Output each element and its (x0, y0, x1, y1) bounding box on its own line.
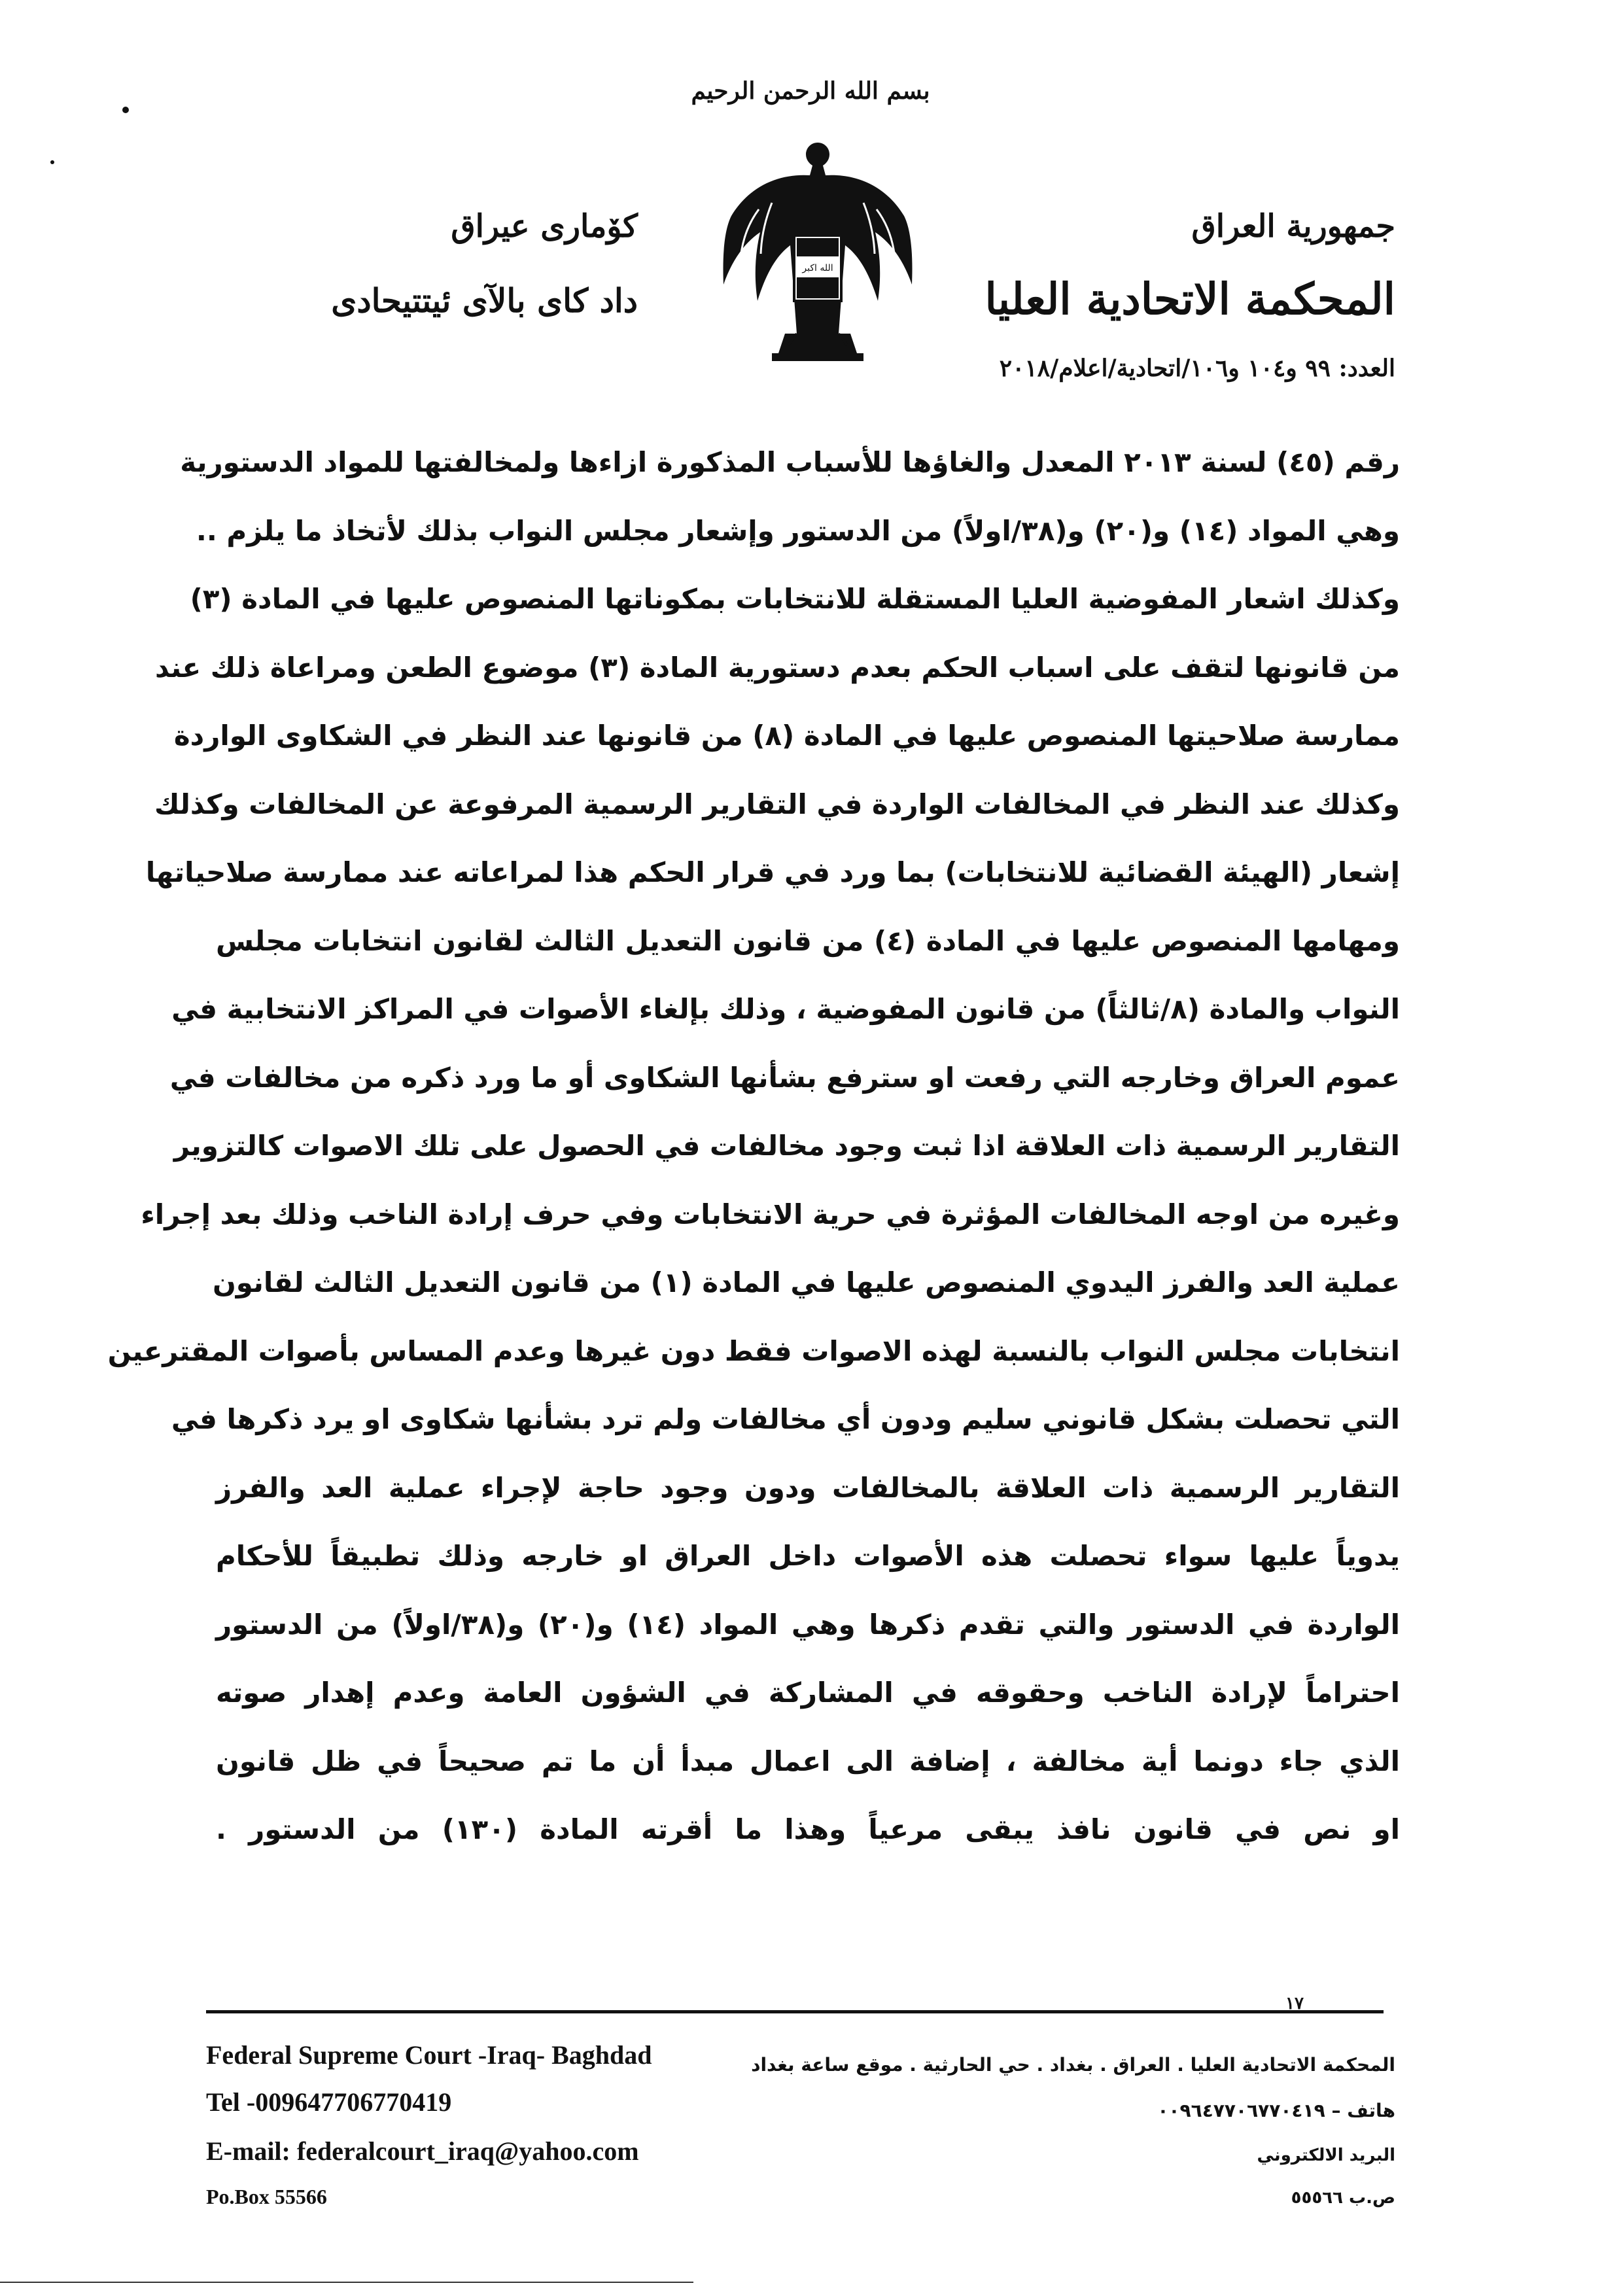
text-line: احتراماً لإرادة الناخب وحقوقه في المشاركة في الشؤون العامة وعدم إهدار صوته (216, 1677, 1400, 1709)
scan-speck (50, 160, 54, 164)
footer-pobox-english: Po.Box 55566 (206, 2185, 327, 2208)
footer-address-arabic: المحكمة الاتحادية العليا . العراق . بغداد . حي الحارثية . موقع ساعة بغداد (751, 2054, 1395, 2076)
footer-pobox-arabic: ص.ب ٥٥٥٦٦ (1291, 2188, 1395, 2208)
text-line: الذي جاء دونما أية مخالفة ، إضافة الى اعمال مبدأ أن ما تم صحيحاً في ظل قانون (216, 1745, 1400, 1777)
reference-number: العدد: ٩٩ و١٠٤ و١٠٦/اتحادية/اعلام/٢٠١٨ (999, 355, 1395, 382)
text-line: عملية العد والفرز اليدوي المنصوص عليها في المادة (١) من قانون التعديل الثالث لقانون (212, 1266, 1400, 1298)
court-country-arabic: جمهورية العراق (1191, 208, 1395, 245)
footer-divider (206, 2010, 1384, 2013)
text-line: عموم العراق وخارجه التي رفعت او سترفع بشأنها الشكاوى أو ما ورد ذكره من مخالفات في (169, 1061, 1400, 1094)
iraq-eagle-emblem-icon (720, 137, 916, 366)
text-line: يدوياً عليها سواء تحصلت هذه الأصوات داخل العراق او خارجه وذلك تطبيقاً للأحكام (216, 1540, 1400, 1572)
text-line: ممارسة صلاحيتها المنصوص عليها في المادة (٨) من قانونها عند النظر في الشكاوى الواردة (173, 720, 1400, 752)
text-line: وكذلك اشعار المفوضية العليا المستقلة للانتخابات بمكوناتها المنصوص عليها في المادة (٣) (190, 583, 1400, 615)
text-line: وكذلك عند النظر في المخالفات الواردة في التقارير الرسمية المرفوعة عن المخالفات وكذلك (154, 788, 1400, 820)
text-line: انتخابات مجلس النواب بالنسبة لهذه الاصوات فقط دون غيرها وعدم المساس بأصوات المقترعين (107, 1334, 1400, 1367)
text-line: وغيره من اوجه المخالفات المؤثرة في حرية الانتخابات وفي حرف إرادة الناخب وذلك بعد إجراء (141, 1198, 1400, 1230)
text-line: النواب والمادة (٨/ثالثاً) من قانون المفوضية ، وذلك بإلغاء الأصوات في المراكز الانتخابية في (171, 993, 1400, 1025)
text-line: التقارير الرسمية ذات العلاقة بالمخالفات ودون وجود حاجة لإجراء عملية العد والفرز (216, 1471, 1400, 1504)
text-line: رقم (٤٥) لسنة ٢٠١٣ المعدل والغاؤها للأسباب المذكورة ازاءها ولمخالفتها للمواد الدستورية (180, 446, 1400, 478)
court-name-kurdish: داد كای بالآی ئیتتیحادی (331, 281, 638, 320)
text-line: من قانونها لتقف على اسباب الحكم بعدم دستورية المادة (٣) موضوع الطعن ومراعاة ذلك عند (155, 651, 1400, 684)
text-line: التقارير الرسمية ذات العلاقة اذا ثبت وجود مخالفات في الحصول على تلك الاصوات كالتزوير (173, 1130, 1400, 1162)
court-name-arabic: المحكمة الاتحادية العليا (985, 273, 1395, 324)
court-country-kurdish: كۆماری عیراق (451, 208, 638, 245)
footer-email-english: E-mail: federalcourt_iraq@yahoo.com (206, 2136, 639, 2166)
text-line: او نص في قانون نافذ يبقى مرعياً وهذا ما أقرته المادة (١٣٠) من الدستور . (216, 1813, 1400, 1845)
footer-email-label-arabic: البريد الالكتروني (1257, 2146, 1395, 2165)
svg-text:الله اكبر: الله اكبر (802, 263, 833, 273)
footer-address-english: Federal Supreme Court -Iraq- Baghdad (206, 2040, 652, 2070)
footer-phone-arabic: هاتف – ٠٠٩٦٤٧٧٠٦٧٧٠٤١٩ (1157, 2100, 1395, 2121)
text-line: التي تحصلت بشكل قانوني سليم ودون أي مخالفات ولم ترد بشأنها شكاوى او يرد ذكرها في (171, 1403, 1400, 1435)
footer-phone-english: Tel -009647706770419 (206, 2087, 452, 2117)
scan-edge-line (0, 2282, 693, 2283)
text-line: إشعار (الهيئة القضائية للانتخابات) بما ورد في قرار الحكم هذا لمراعاته عند ممارسة صلاحياتها (145, 856, 1400, 888)
page-number: ١٧ (1285, 1994, 1304, 2013)
text-line: وهي المواد (١٤) و(٢٠) و(٣٨/اولاً) من الدستور وإشعار مجلس النواب بذلك لأتخاذ ما يلزم .. (196, 514, 1400, 547)
text-line: ومهامها المنصوص عليها في المادة (٤) من قانون التعديل الثالث لقانون انتخابات مجلس (216, 924, 1401, 957)
ruling-text-paragraph (107, 428, 1401, 1864)
basmala: بسم الله الرحمن الرحيم (691, 77, 930, 105)
scan-speck (122, 107, 129, 113)
text-line: الواردة في الدستور والتي تقدم ذكرها وهي المواد (١٤) و(٢٠) و(٣٨/اولاً) من الدستور (216, 1608, 1401, 1641)
